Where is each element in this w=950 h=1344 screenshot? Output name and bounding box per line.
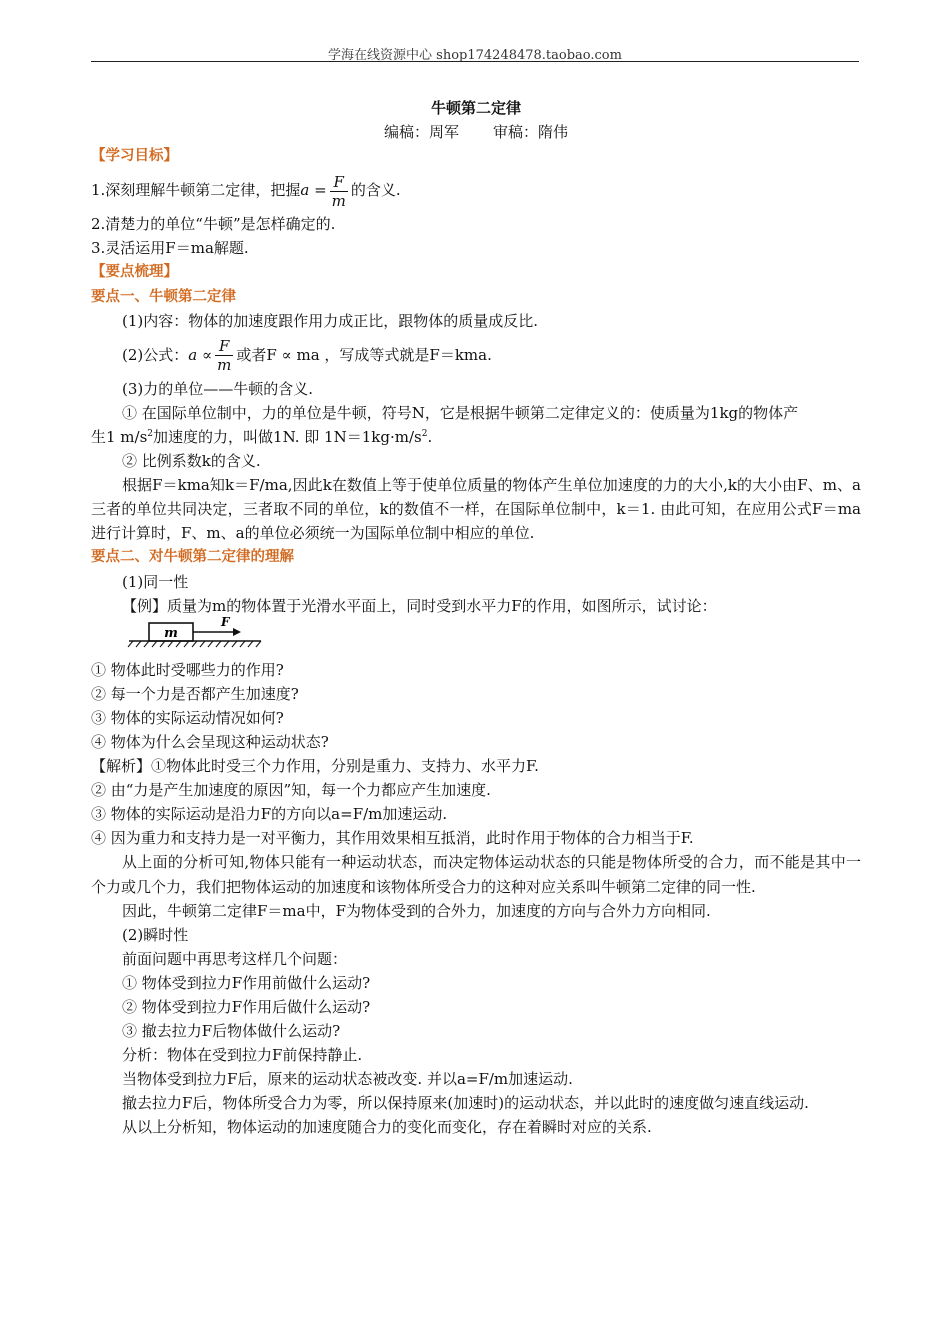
formula-label: (2)公式： (122, 345, 189, 364)
point-1-k-paragraph: 根据F＝kma知k＝F/ma,因此k在数值上等于使单位质量的物体产生单位加速度的力的大小,k的大小由F、m、a三者的单位共同决定，三者取不同的单位，k的数值不一样，在国际单位制中，k＝1. 由此可知，在应用公式F＝ma进行计算时，F、m、a的单位必须统一为国际单位制中相应的单位. (91, 476, 861, 543)
point-2-title: 要点二、对牛顿第二定律的理解 (91, 549, 294, 566)
instant-question-2: ② 物体受到拉力F作用后做什么运动? (122, 998, 371, 1016)
force-arrow-head (233, 628, 241, 636)
answer-2: ② 由“力是产生加速度的原因”知，每一个力都应产生加速度. (91, 781, 491, 800)
doc-title: 牛顿第二定律 (430, 99, 521, 117)
point-2-example: 【例】质量为m的物体置于光滑水平面上，同时受到水平力F的作用，如图所示，试讨论： (122, 596, 717, 615)
force-label: F (221, 615, 230, 629)
instant-question-1: ① 物体受到拉力F作用前做什么运动? (122, 973, 371, 992)
question-1: ① 物体此时受哪些力的作用? (91, 660, 284, 679)
c1-sup-2: 2 (421, 428, 428, 439)
point-1-content: (1)内容：物体的加速度跟作用力成正比，跟物体的质量成反比. (122, 311, 539, 330)
same-paragraph: 从上面的分析可知,物体只能有一种运动状态，而决定物体运动状态的只能是物体所受的合力，而不能是其中一个力或几个力，我们把物体运动的加速度和该物体所受合力的这种对应关系叫牛顿第二定律的同一性. (91, 853, 861, 896)
goal-3: 3.灵活运用F＝ma解题. (91, 239, 249, 258)
same-conclusion: 因此，牛顿第二定律F＝ma中，F为物体受到的合外力，加速度的方向与合外力方向相同. (122, 901, 711, 920)
c1-text-b: 加速度的力，叫做1N. 即 1N＝1kg·m/s (153, 427, 422, 446)
block-label: m (164, 625, 178, 641)
section-learning-goals: 【学习目标】 (91, 148, 178, 165)
point-1-title: 要点一、牛顿第二定律 (91, 288, 236, 305)
instant-answer-2: 当物体受到拉力F后，原来的运动状态被改变. 并以a=F/m加速运动. (122, 1070, 573, 1089)
fraction-denominator: m (217, 356, 232, 375)
question-3: ③ 物体的实际运动情况如何? (91, 708, 284, 727)
c1-text-c: . (427, 427, 433, 446)
fraction-numerator: F (330, 173, 348, 192)
goal-1-text: 1.深刻理解牛顿第二定律，把握 (91, 181, 301, 200)
page-header: 学海在线资源中心 shop174248478.taobao.com (328, 48, 622, 63)
fraction-denominator: m (331, 191, 346, 210)
doc-reviewer: 审稿：隋伟 (493, 123, 569, 142)
point-1-c2: ② 比例系数k的含义. (122, 452, 261, 471)
question-2: ② 每一个力是否都产生加速度? (91, 684, 299, 703)
goal-1-eq: = (314, 181, 327, 200)
point-1-c1-line2 (91, 425, 861, 449)
answer-4: ④ 因为重力和支持力是一对平衡力，其作用效果相互抵消，此时作用于物体的合力相当于F. (91, 829, 694, 848)
instant-answer-1: 分析：物体在受到拉力F前保持静止. (122, 1046, 363, 1065)
goal-1-var: a (300, 181, 310, 200)
instant-answer-3: 撤去拉力F后，物体所受合力为零，所以保持原来(加速时)的运动状态，并以此时的速度做匀速直线运动. (122, 1094, 809, 1113)
question-4: ④ 物体为什么会呈现这种运动状态? (91, 732, 329, 751)
goal-1-fraction (330, 173, 348, 210)
goal-1 (91, 168, 861, 212)
point-2-same: (1)同一性 (122, 572, 189, 591)
instant-intro: 前面问题中再思考这样几个问题： (122, 949, 348, 968)
formula-prop-symbol: ∝ (201, 345, 213, 364)
c1-sup-1: 2 (147, 428, 154, 439)
answer-3: ③ 物体的实际运动是沿力F的方向以a=F/m加速运动. (91, 805, 448, 824)
doc-editor: 编稿：周军 (383, 123, 459, 142)
goal-1-tail: 的含义. (350, 181, 401, 200)
answer-1: 【解析】①物体此时受三个力作用，分别是重力、支持力、水平力F. (91, 757, 539, 776)
doc-credits (91, 120, 861, 144)
formula-tail: 或者F ∝ ma ，写成等式就是F＝kma. (236, 345, 492, 364)
example-figure (91, 615, 861, 658)
point-2-instant: (2)瞬时性 (122, 925, 189, 944)
block-on-surface-diagram (125, 616, 285, 656)
fraction-numerator: F (215, 337, 233, 356)
instant-conclusion: 从以上分析知，物体运动的加速度随合力的变化而变化，存在着瞬时对应的关系. (122, 1118, 652, 1137)
instant-question-3: ③ 撤去拉力F后物体做什么运动? (122, 1022, 341, 1041)
point-1-c1-line1: ① 在国际单位制中，力的单位是牛顿，符号N，它是根据牛顿第二定律定义的：使质量为1kg的物体产 (122, 403, 799, 422)
point-1-unit: (3)力的单位——牛顿的含义. (122, 379, 314, 398)
header-rule (91, 61, 859, 62)
section-key-points: 【要点梳理】 (91, 264, 178, 281)
goal-2: 2.清楚力的单位“牛顿”是怎样确定的. (91, 215, 336, 234)
c1-text-a: 生1 m/s (91, 427, 148, 446)
surface-hatching (128, 641, 261, 647)
formula-var: a (188, 345, 198, 364)
point-1-formula (91, 333, 861, 377)
formula-fraction (215, 337, 233, 374)
document-body (91, 96, 861, 1140)
